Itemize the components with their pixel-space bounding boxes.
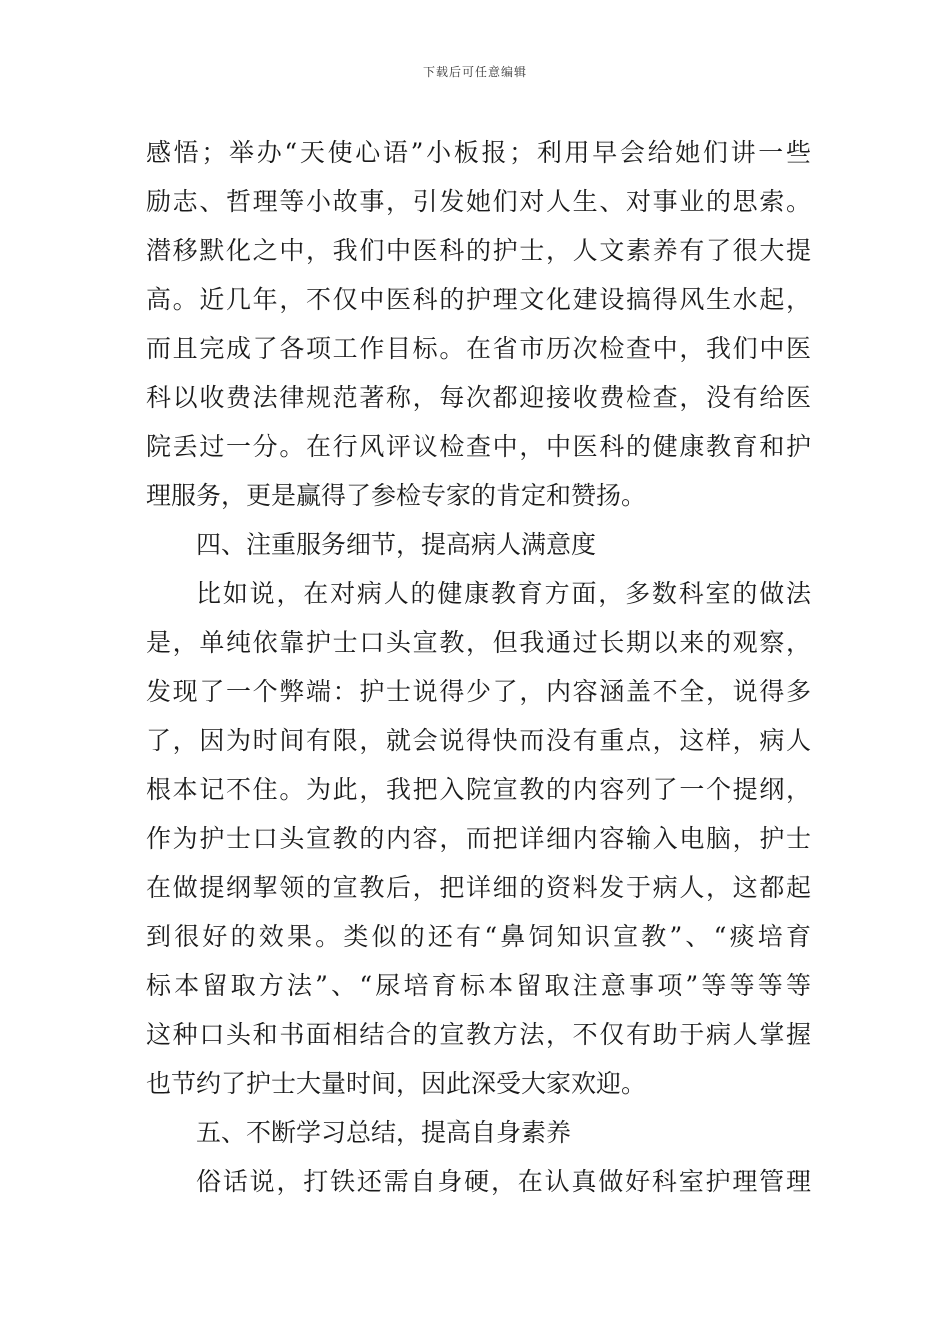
section-heading: 四、注重服务细节，提高病人满意度 — [196, 530, 597, 559]
text-line: 到很好的效果。类似的还有“鼻饲知识宣教”、“痰培育 — [146, 922, 811, 951]
section-heading: 五、不断学习总结，提高自身素养 — [196, 1118, 572, 1147]
text-line: 理服务，更是赢得了参检专家的肯定和赞扬。 — [146, 481, 647, 510]
text-line: 感悟；举办“天使心语”小板报；利用早会给她们讲一些 — [146, 138, 811, 167]
text-line: 发现了一个弊端：护士说得少了，内容涵盖不全，说得多 — [146, 677, 811, 706]
text-line: 潜移默化之中，我们中医科的护士，人文素养有了很大提 — [146, 236, 811, 265]
text-line: 是，单纯依靠护士口头宣教，但我通过长期以来的观察， — [146, 628, 811, 657]
text-line: 了，因为时间有限，就会说得快而没有重点，这样，病人 — [146, 726, 811, 755]
text-line: 励志、哲理等小故事，引发她们对人生、对事业的思索。 — [146, 187, 811, 216]
text-line: 俗话说，打铁还需自身硬，在认真做好科室护理管理 — [196, 1167, 811, 1196]
text-line: 科以收费法律规范著称，每次都迎接收费检查，没有给医 — [146, 383, 811, 412]
text-line: 而且完成了各项工作目标。在省市历次检查中，我们中医 — [146, 334, 811, 363]
text-line: 高。近几年，不仅中医科的护理文化建设搞得风生水起， — [146, 285, 811, 314]
text-line: 作为护士口头宣教的内容，而把详细内容输入电脑，护士 — [146, 824, 811, 853]
document-body — [146, 128, 811, 1206]
text-line: 根本记不住。为此，我把入院宣教的内容列了一个提纲， — [146, 775, 811, 804]
text-line: 在做提纲挈领的宣教后，把详细的资料发于病人，这都起 — [146, 873, 811, 902]
text-line: 也节约了护士大量时间，因此深受大家欢迎。 — [146, 1069, 647, 1098]
page-header: 下载后可任意编辑 — [422, 65, 527, 79]
text-line: 这种口头和书面相结合的宣教方法，不仅有助于病人掌握 — [146, 1020, 811, 1049]
text-line: 比如说，在对病人的健康教育方面，多数科室的做法 — [196, 579, 811, 608]
text-line: 标本留取方法”、“尿培育标本留取注意事项”等等等等 — [146, 971, 811, 1000]
text-line: 院丢过一分。在行风评议检查中，中医科的健康教育和护 — [146, 432, 811, 461]
